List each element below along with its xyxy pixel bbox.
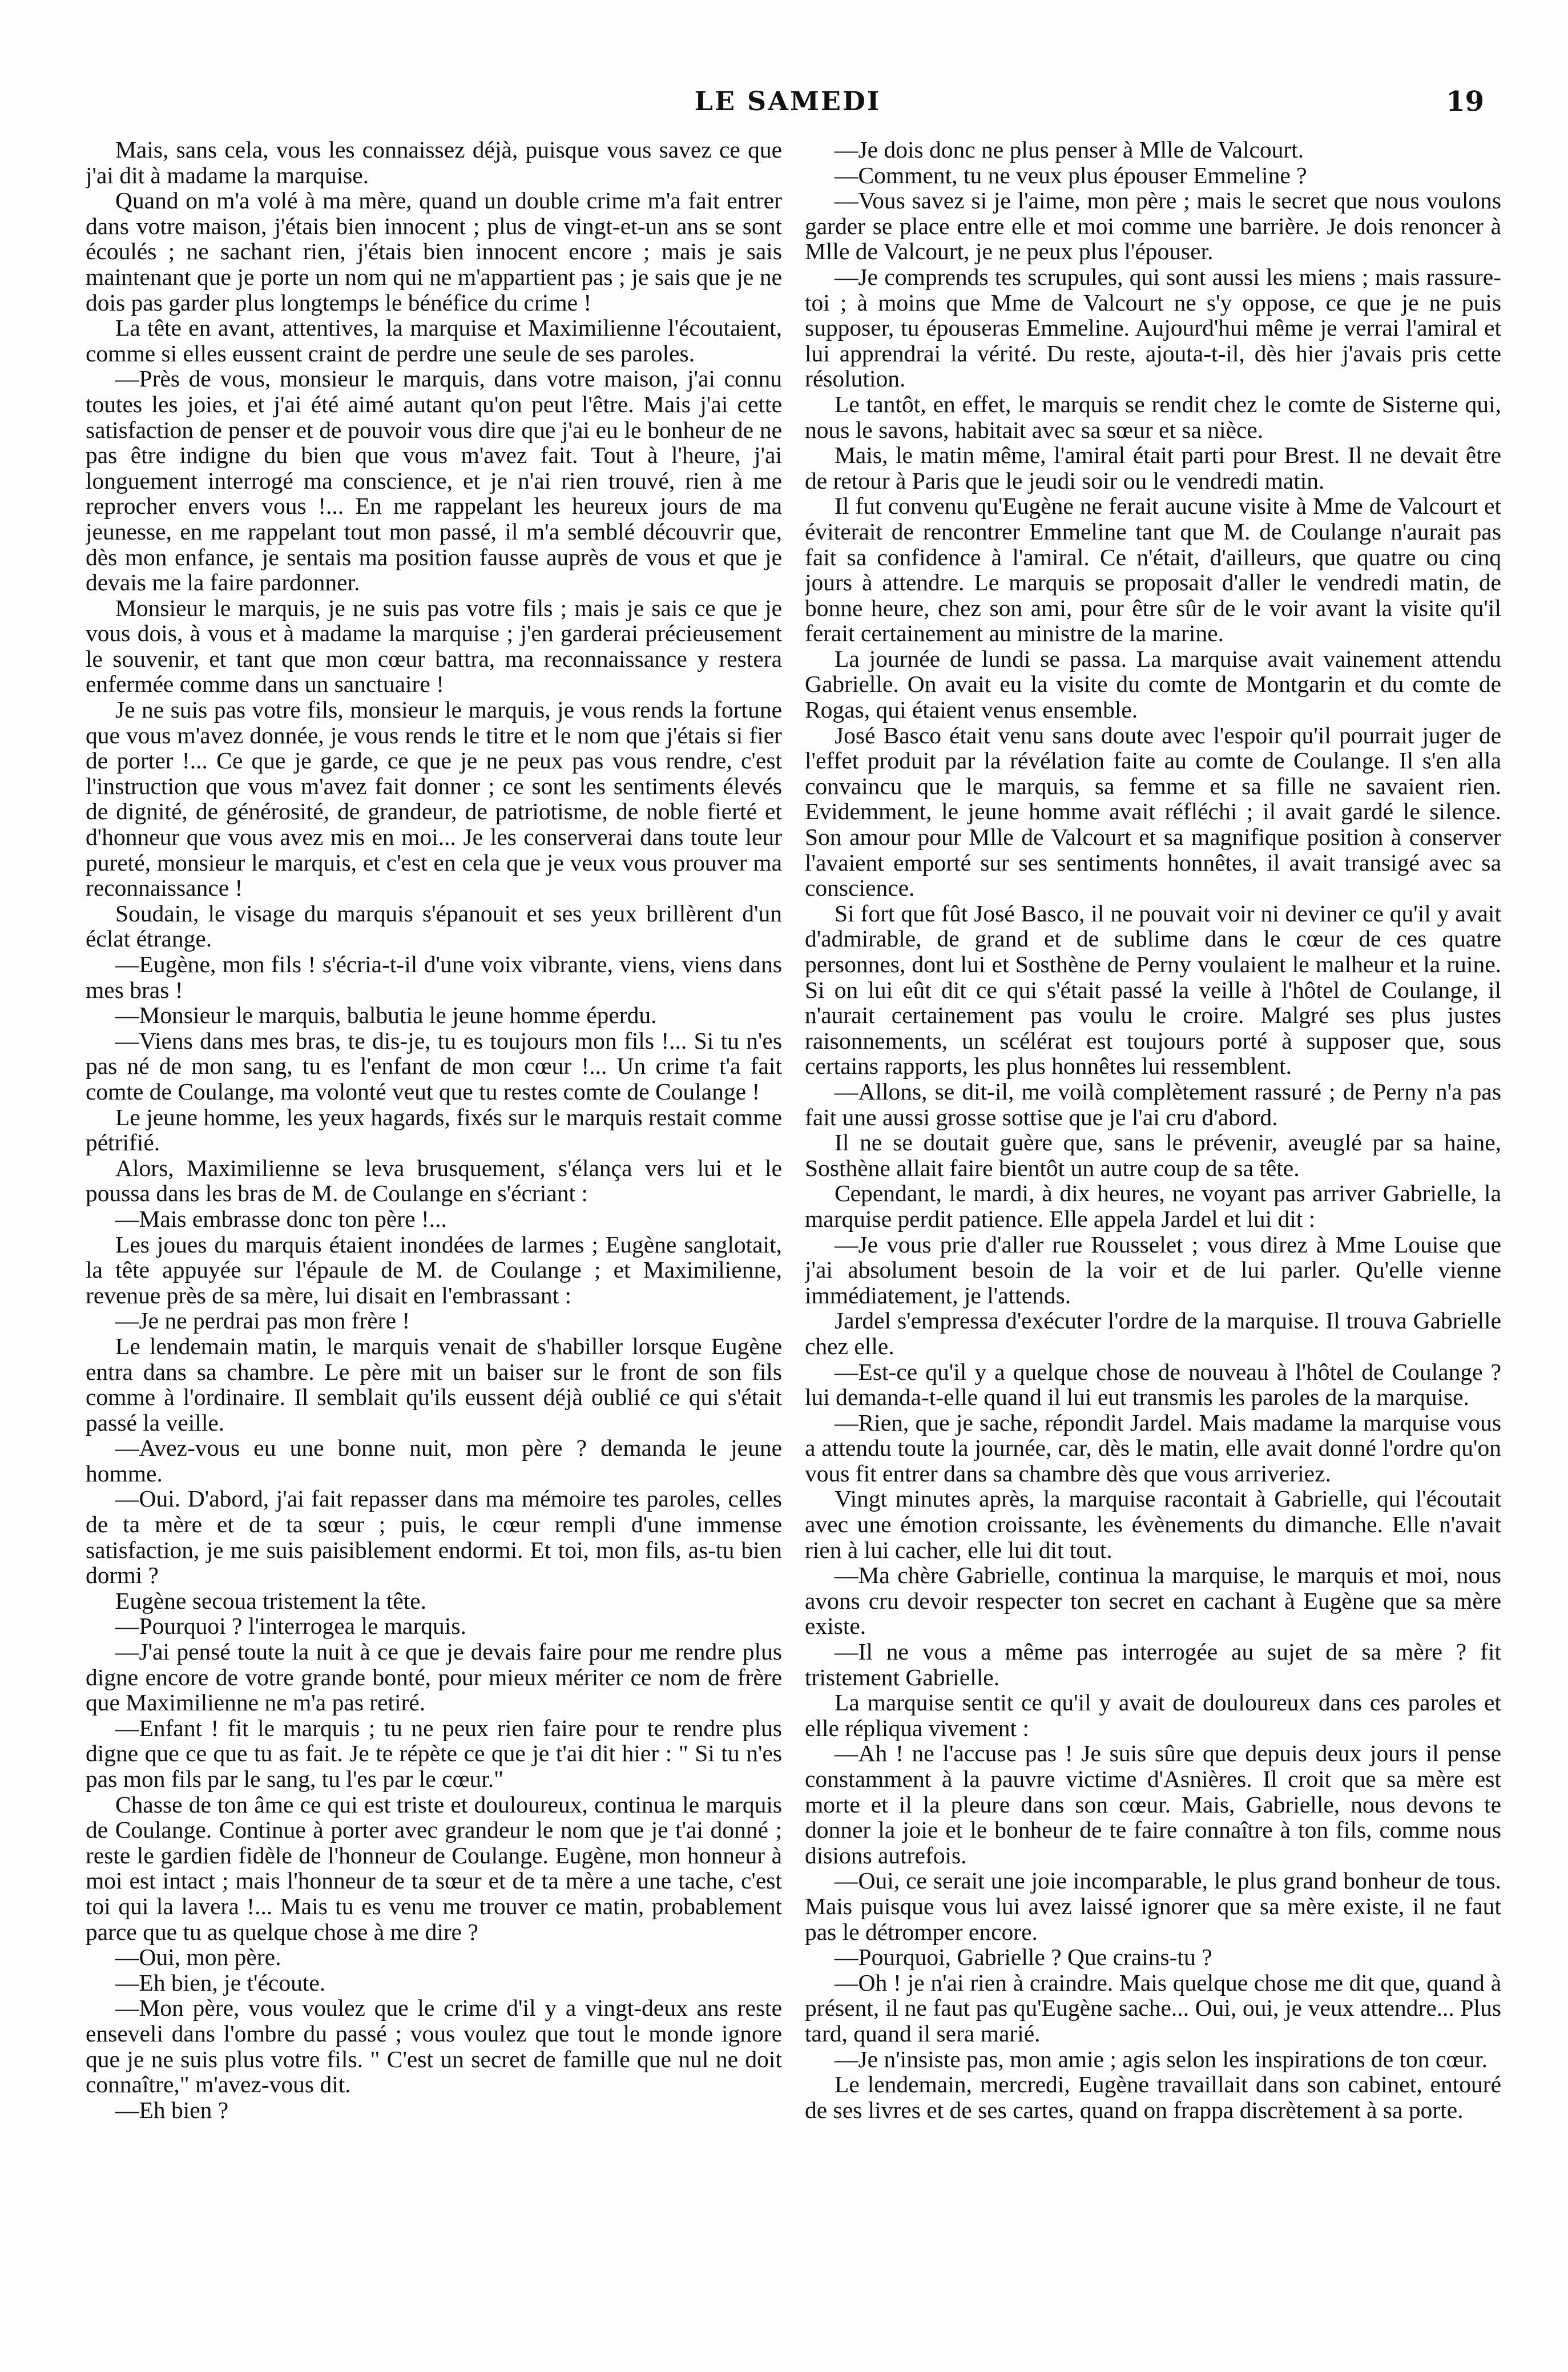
paragraph: —Je vous prie d'aller rue Rousselet ; vous direz à Mme Louise que j'ai absolument besoin de la voir et de lui parler. Qu'elle vienne immédiatement, je l'attends. bbox=[805, 1231, 1501, 1308]
paragraph: —Comment, tu ne veux plus épouser Emmeline ? bbox=[835, 162, 1307, 188]
paragraph: La marquise sentit ce qu'il y avait de douloureux dans ces paroles et elle répliqua vivement : bbox=[805, 1689, 1501, 1741]
paragraph: Jardel s'empressa d'exécuter l'ordre de la marquise. Il trouva Gabrielle chez elle. bbox=[805, 1307, 1501, 1359]
paragraph: Monsieur le marquis, je ne suis pas votre fils ; mais je sais ce que je vous dois, à vous et à madame la marquise ; j'en garderai précieusement le souvenir, et tant que mon cœur battra, ma reconnaissance y restera enfermée comme dans un sanctuaire ! bbox=[86, 594, 782, 698]
paragraph: Quand on m'a volé à ma mère, quand un double crime m'a fait entrer dans votre maison, j'étais bien innocent ; plus de vingt-et-un ans se sont écoulés ; ne sachant rien, j'étais bien innocent encore ; mais je sais maintenant que je porte un nom qui ne m'appartient pas ; je sais que je ne dois pas garder plus longtemps le bénéfice du crime ! bbox=[86, 187, 782, 316]
paragraph: La tête en avant, attentives, la marquise et Maximilienne l'écoutaient, comme si elles eussent craint de perdre une seule de ses paroles. bbox=[86, 315, 782, 367]
paragraph: —Mais embrasse donc ton père !... bbox=[115, 1205, 447, 1232]
paragraph: Il ne se doutait guère que, sans le prévenir, aveuglé par sa haine, Sosthène allait faire bientôt un autre coup de sa tête. bbox=[805, 1129, 1501, 1181]
paragraph: Alors, Maximilienne se leva brusquement, s'élança vers lui et le poussa dans les bras de M. de Coulange en s'écriant : bbox=[86, 1154, 782, 1207]
paragraph: —Je dois donc ne plus penser à Mlle de Valcourt. bbox=[835, 137, 1304, 163]
paragraph: Je ne suis pas votre fils, monsieur le marquis, je vous rends la fortune que vous m'avez donnée, je vous rends le titre et le nom que j'étais si fier de porter !... Ce que je garde, ce que je ne peux pas vous rendre, c'est l'instruction que vous m'avez fait donner ; ce sont les sentiments élevés de dignité, de générosité, de grandeur, de patriotisme, de noble fierté et d'honneur que vous avez mis en moi... Je les conserverai dans toute leur pureté, monsieur le marquis, et c'est en cela que je veux vous prouver ma reconnaissance ! bbox=[86, 696, 782, 901]
left-column bbox=[86, 137, 782, 2341]
paragraph: —Mon père, vous voulez que le crime d'il y a vingt-deux ans reste enseveli dans l'ombre du passé ; vous voulez que tout le monde ignore que je ne suis plus votre fils. " C'est un secret de famille que nul ne doit connaître," m'avez-vous dit. bbox=[86, 1995, 782, 2098]
paragraph: —Eh bien, je t'écoute. bbox=[115, 1969, 326, 1996]
page-header bbox=[91, 86, 1484, 137]
paragraph: Les joues du marquis étaient inondées de larmes ; Eugène sanglotait, la tête appuyée sur l'épaule de M. de Coulange ; et Maximilienne, revenue près de sa mère, lui disait en l'embrassant : bbox=[86, 1231, 782, 1308]
paragraph: —Monsieur le marquis, balbutia le jeune homme éperdu. bbox=[115, 1002, 657, 1029]
paragraph: —Allons, se dit-il, me voilà complètement rassuré ; de Perny n'a pas fait une aussi grosse sottise que je l'ai cru d'abord. bbox=[805, 1078, 1501, 1130]
paragraph: —Ma chère Gabrielle, continua la marquise, le marquis et moi, nous avons cru devoir respecter ton secret en cachant à Eugène que sa mère existe. bbox=[805, 1562, 1501, 1640]
paragraph: Le jeune homme, les yeux hagards, fixés sur le marquis restait comme pétrifié. bbox=[86, 1104, 782, 1156]
paragraph: Vingt minutes après, la marquise racontait à Gabrielle, qui l'écoutait avec une émotion croissante, les évènements du dimanche. Elle n'avait rien à lui cacher, elle lui dit tout. bbox=[805, 1485, 1501, 1563]
paragraph: —Viens dans mes bras, te dis-je, tu es toujours mon fils !... Si tu n'es pas né de mon sang, tu es l'enfant de mon cœur !... Un crime t'a fait comte de Coulange, ma volonté veut que tu restes comte de Coulange ! bbox=[86, 1027, 782, 1105]
paragraph: —Je n'insiste pas, mon amie ; agis selon les inspirations de ton cœur. bbox=[835, 2045, 1488, 2072]
paragraph: —J'ai pensé toute la nuit à ce que je devais faire pour me rendre plus digne encore de votre grande bonté, pour mieux mériter ce nom de frère que Maximilienne ne m'a pas retiré. bbox=[86, 1638, 782, 1716]
paragraph: —Je comprends tes scrupules, qui sont aussi les miens ; mais rassure-toi ; à moins que Mme de Valcourt ne s'y oppose, ce que je ne puis supposer, tu épouseras Emmeline. Aujourd'hui même je verrai l'amiral et lui apprendrai la vérité. Du reste, ajouta-t-il, dès hier j'avais pris cette résolution. bbox=[805, 263, 1501, 392]
paragraph: —Oui, ce serait une joie incomparable, le plus grand bonheur de tous. Mais puisque vous lui avez laissé ignorer que sa mère existe, il ne faut pas le détromper encore. bbox=[805, 1867, 1501, 1945]
paragraph: —Oui, mon père. bbox=[115, 1944, 281, 1971]
paragraph: Si fort que fût José Basco, il ne pouvait voir ni deviner ce qu'il y avait d'admirable, de grand et de sublime dans le cœur de ces quatre personnes, dont lui et Sosthène de Perny voulaient le malheur et la ruine. Si on lui eût dit ce qui s'était passé la veille à l'hôtel de Coulange, il n'aurait certainement pas voulu le croire. Malgré ses plus justes raisonnements, un scélérat est toujours porté à supposer que, sous certains rapports, les plus honnêtes lui ressemblent. bbox=[805, 900, 1501, 1080]
paragraph: Le lendemain matin, le marquis venait de s'habiller lorsque Eugène entra dans sa chambre. Le père mit un baiser sur le front de son fils comme à l'ordinaire. Il semblait qu'ils eussent déjà oublié ce qui s'était passé la veille. bbox=[86, 1332, 782, 1436]
right-column bbox=[805, 137, 1501, 2341]
paragraph: —Oh ! je n'ai rien à craindre. Mais quelque chose me dit que, quand à présent, il ne faut pas qu'Eugène sache... Oui, oui, je veux attendre... Plus tard, quand il sera marié. bbox=[805, 1969, 1501, 2047]
paragraph: Chasse de ton âme ce qui est triste et douloureux, continua le marquis de Coulange. Continue à porter avec grandeur le nom que je t'ai donné ; reste le gardien fidèle de l'honneur de Coulange. Eugène, mon honneur à moi est intact ; mais l'honneur de ta sœur et de ta mère a une tache, c'est toi qui la lavera !... Mais tu es venu me trouver ce matin, probablement parce que tu as quelque chose à me dire ? bbox=[86, 1791, 782, 1945]
paragraph: —Avez-vous eu une bonne nuit, mon père ? demanda le jeune homme. bbox=[86, 1435, 782, 1487]
paragraph: —Enfant ! fit le marquis ; tu ne peux rien faire pour te rendre plus digne que ce que tu as fait. Je te répète ce que je t'ai dit hier : " Si tu n'es pas mon fils par le sang, tu l'es par le cœur." bbox=[86, 1714, 782, 1792]
paragraph: Eugène secoua tristement la tête. bbox=[115, 1587, 427, 1614]
paragraph: La journée de lundi se passa. La marquise avait vainement attendu Gabrielle. On avait eu la visite du comte de Montgarin et du comte de Rogas, qui étaient venus ensemble. bbox=[805, 645, 1501, 723]
paragraph: —Rien, que je sache, répondit Jardel. Mais madame la marquise vous a attendu toute la journée, car, dès le matin, elle avait donné l'ordre qu'on vous fit entrer dans sa chambre dès que vous arriveriez. bbox=[805, 1409, 1501, 1487]
paragraph: —Je ne perdrai pas mon frère ! bbox=[115, 1307, 410, 1334]
paragraph: —Ah ! ne l'accuse pas ! Je suis sûre que depuis deux jours il pense constamment à la pauvre victime d'Asnières. Il croit que sa mère est morte et il la pleure dans son cœur. Mais, Gabrielle, nous devons te donner la joie et le bonheur de te faire connaître à ton fils, comme nous disions autrefois. bbox=[805, 1740, 1501, 1868]
paragraph: —Vous savez si je l'aime, mon père ; mais le secret que nous voulons garder se place entre elle et moi comme une barrière. Je dois renoncer à Mlle de Valcourt, je ne peux plus l'épouser. bbox=[805, 187, 1501, 265]
paragraph: —Est-ce qu'il y a quelque chose de nouveau à l'hôtel de Coulange ? lui demanda-t-elle quand il lui eut transmis les paroles de la marquise. bbox=[805, 1358, 1501, 1411]
paragraph: —Eugène, mon fils ! s'écria-t-il d'une voix vibrante, viens, viens dans mes bras ! bbox=[86, 951, 782, 1003]
page-number: 19 bbox=[1446, 86, 1484, 118]
paragraph: Mais, sans cela, vous les connaissez déjà, puisque vous savez ce que j'ai dit à madame la marquise. bbox=[86, 137, 782, 188]
paragraph: —Il ne vous a même pas interrogée au sujet de sa mère ? fit tristement Gabrielle. bbox=[805, 1638, 1501, 1690]
paragraph: —Eh bien ? bbox=[115, 2096, 229, 2123]
publication-title: LE SAMEDI bbox=[694, 86, 881, 116]
paragraph: Il fut convenu qu'Eugène ne ferait aucune visite à Mme de Valcourt et éviterait de rencontrer Emmeline tant que M. de Coulange n'aurait pas fait sa confidence à l'amiral. Ce n'était, d'ailleurs, que quatre ou cinq jours à attendre. Le marquis se proposait d'aller le vendredi matin, de bonne heure, chez son ami, pour être sûr de le voir avant la visite qu'il ferait certainement au ministre de la marine. bbox=[805, 493, 1501, 647]
paragraph: —Près de vous, monsieur le marquis, dans votre maison, j'ai connu toutes les joies, et j'ai été aimé autant qu'on peut l'être. Mais j'ai cette satisfaction de penser et de pouvoir vous dire que j'ai eu le bonheur de ne pas être indigne du bien que vous m'avez fait. Tout à l'heure, j'ai longuement interrogé ma conscience, et je n'ai rien trouvé, rien à me reprocher envers vous !... En me rappelant les heureux jours de ma jeunesse, en me rappelant tout mon passé, il m'a semblé découvrir que, dès mon enfance, je sentais ma position fausse auprès de vous et que je devais me la faire pardonner. bbox=[86, 365, 782, 596]
paragraph: —Pourquoi, Gabrielle ? Que crains-tu ? bbox=[835, 1944, 1212, 1971]
paragraph: José Basco était venu sans doute avec l'espoir qu'il pourrait juger de l'effet produit par la révélation faite au comte de Coulange. Il s'en alla convaincu que le marquis, sa femme et sa fille ne savaient rien. Evidemment, le jeune homme avait réfléchi ; il avait gardé le silence. Son amour pour Mlle de Valcourt et sa magnifique position à conserver l'avaient emporté sur ses sentiments honnêtes, il avait transigé avec sa conscience. bbox=[805, 722, 1501, 901]
paragraph: Mais, le matin même, l'amiral était parti pour Brest. Il ne devait être de retour à Paris que le jeudi soir ou le vendredi matin. bbox=[805, 442, 1501, 494]
paragraph: Le tantôt, en effet, le marquis se rendit chez le comte de Sisterne qui, nous le savons, habitait avec sa sœur et sa nièce. bbox=[805, 390, 1501, 443]
paragraph: Soudain, le visage du marquis s'épanouit et ses yeux brillèrent d'un éclat étrange. bbox=[86, 900, 782, 952]
paragraph: —Oui. D'abord, j'ai fait repasser dans ma mémoire tes paroles, celles de ta mère et de ta sœur ; puis, le cœur rempli d'une immense satisfaction, je me suis paisiblement endormi. Et toi, mon fils, as-tu bien dormi ? bbox=[86, 1485, 782, 1589]
paragraph: Cependant, le mardi, à dix heures, ne voyant pas arriver Gabrielle, la marquise perdit patience. Elle appela Jardel et lui dit : bbox=[805, 1180, 1501, 1232]
paragraph: —Pourquoi ? l'interrogea le marquis. bbox=[115, 1613, 466, 1640]
paragraph: Le lendemain, mercredi, Eugène travaillait dans son cabinet, entouré de ses livres et de ses cartes, quand on frappa discrètement à sa porte. bbox=[805, 2071, 1501, 2123]
